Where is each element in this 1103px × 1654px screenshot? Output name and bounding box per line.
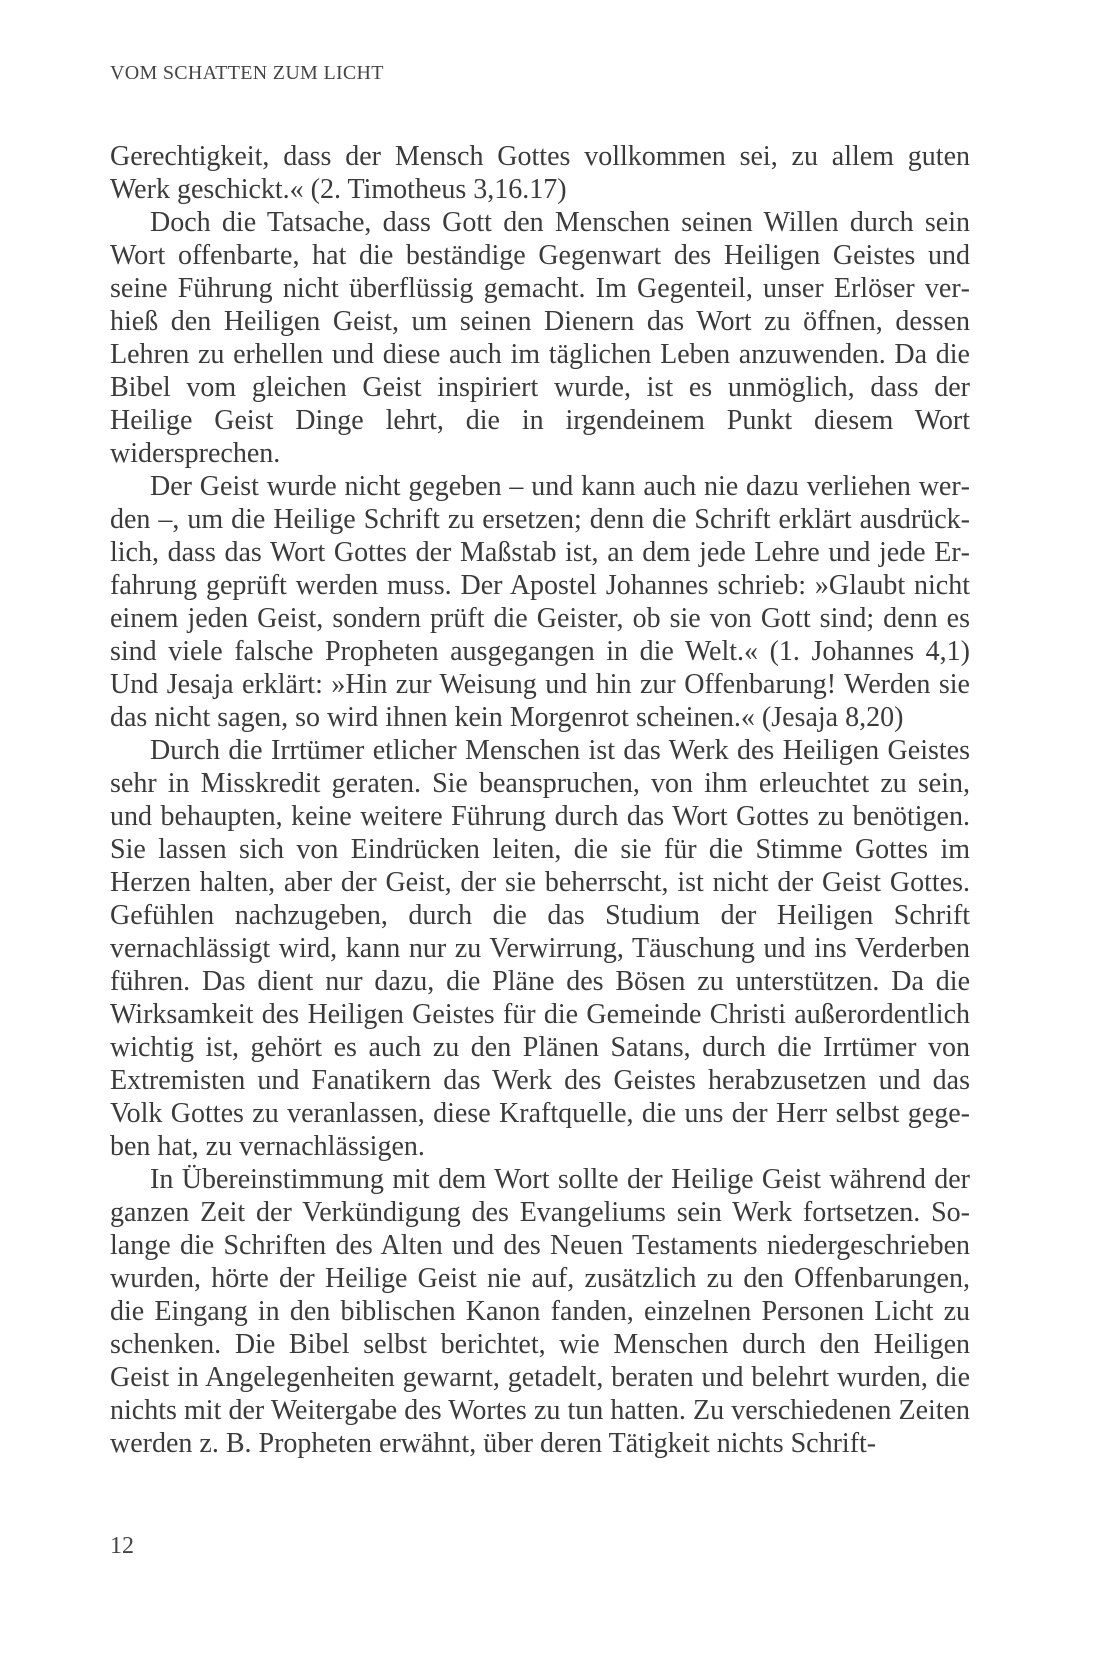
paragraph: Durch die Irrtümer etlicher Menschen ist das Werk des Heiligen Geistes sehr in Misskredit geraten. Sie beanspruchen, von ihm erleuchtet zu sein, und behaupten, keine weitere Führung durch das Wort Gottes zu benötigen. Sie lassen sich von Eindrücken leiten, die sie für die Stimme Gottes im Herzen halten, aber der Geist, der sie beherrscht, ist nicht der Geist Gottes. Gefühlen nachzugeben, durch die das Studium der Heiligen Schrift vernachlässigt wird, kann nur zu Verwirrung, Täuschung und ins Verderben führen. Das dient nur dazu, die Pläne des Bösen zu unterstützen. Da die Wirksamkeit des Heiligen Geistes für die Gemeinde Christi außerordentlich wichtig ist, gehört es auch zu den Plänen Satans, durch die Irrtümer von Extremisten und Fanatikern das Werk des Geistes herabzusetzen und das Volk Gottes zu veranlassen, diese Kraftquelle, die uns der Herr selbst gegeben hat, zu vernachlässigen. — [110, 735, 970, 1162]
running-head: VOM SCHATTEN ZUM LICHT — [110, 62, 384, 84]
page-number: 12 — [110, 1533, 134, 1559]
paragraph: In Übereinstimmung mit dem Wort sollte der Heilige Geist während der ganzen Zeit der Verkündigung des Evangeliums sein Werk fortsetzen. Solange die Schriften des Alten und des Neuen Testaments niedergeschrieben wurden, hörte der Heilige Geist nie auf, zusätzlich zu den Offenbarungen, die Eingang in den biblischen Kanon fanden, einzelnen Personen Licht zu schenken. Die Bibel selbst berichtet, wie Menschen durch den Heiligen Geist in Angelegenheiten gewarnt, getadelt, beraten und belehrt wurden, die nichts mit der Weitergabe des Wortes zu tun hatten. Zu verschiedenen Zeiten werden z. B. Propheten erwähnt, über deren Tätigkeit nichts Schrift- — [110, 1164, 970, 1459]
paragraph: Doch die Tatsache, dass Gott den Menschen seinen Willen durch sein Wort offenbarte, hat die beständige Gegenwart des Heiligen Geistes und seine Führung nicht überflüssig gemacht. Im Gegenteil, unser Erlöser verhieß den Heiligen Geist, um seinen Dienern das Wort zu öffnen, dessen Lehren zu erhellen und diese auch im täglichen Leben anzuwenden. Da die Bibel vom gleichen Geist inspiriert wurde, ist es unmöglich, dass der Heilige Geist Dinge lehrt, die in irgendeinem Punkt diesem Wort widersprechen. — [110, 207, 970, 469]
paragraph: Gerechtigkeit, dass der Mensch Gottes vollkommen sei, zu allem guten Werk geschickt.« (2. Timotheus 3,16.17) — [110, 141, 970, 205]
paragraph: Der Geist wurde nicht gegeben – und kann auch nie dazu verliehen werden –, um die Heilige Schrift zu ersetzen; denn die Schrift erklärt ausdrücklich, dass das Wort Gottes der Maßstab ist, an dem jede Lehre und jede Erfahrung geprüft werden muss. Der Apostel Johannes schrieb: »Glaubt nicht einem jeden Geist, sondern prüft die Geister, ob sie von Gott sind; denn es sind viele falsche Propheten ausgegangen in die Welt.« (1. Johannes 4,1) Und Jesaja erklärt: »Hin zur Weisung und hin zur Offenbarung! Werden sie das nicht sagen, so wird ihnen kein Morgenrot scheinen.« (Jesaja 8,20) — [110, 471, 970, 733]
body-text — [110, 140, 970, 1460]
